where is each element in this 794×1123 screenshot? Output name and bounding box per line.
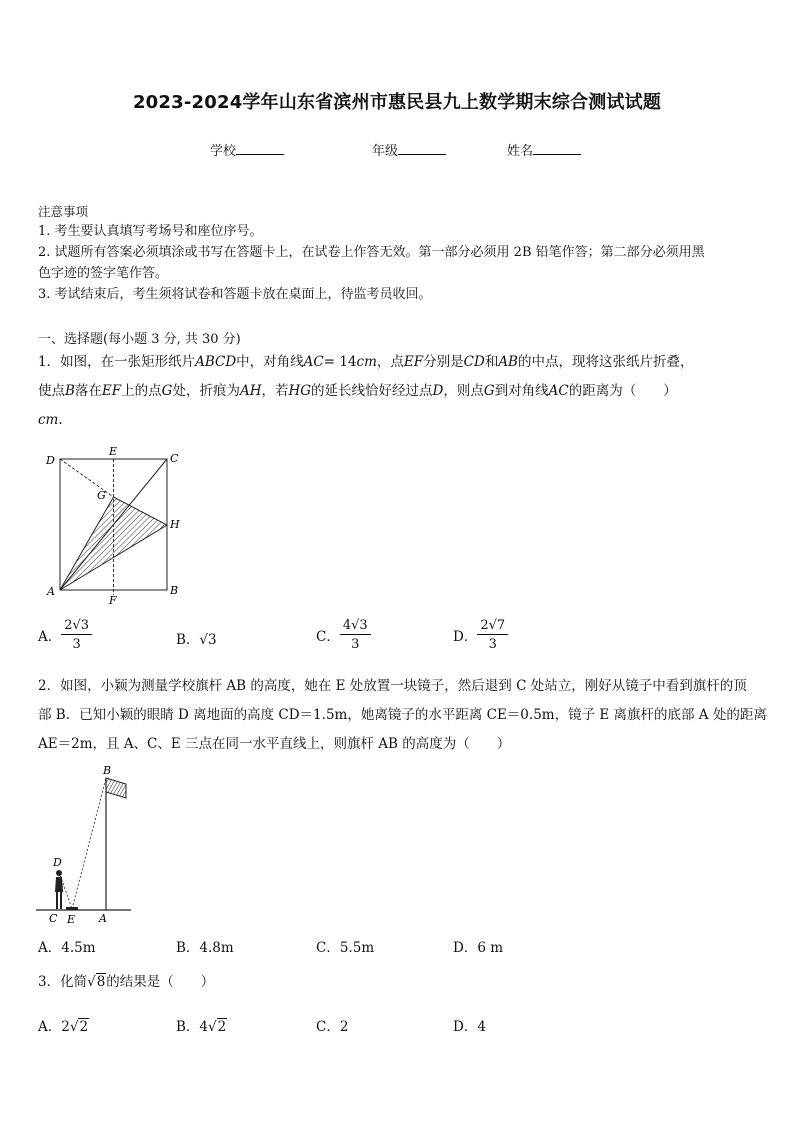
note-item: 1. 考生要认真填写考场号和座位序号。 [38,224,263,239]
q1-option-b[interactable]: B．√3 [176,632,217,648]
fraction: $\frac{2√3}{3}$ [61,618,92,652]
label-e: E [109,445,118,458]
label-a: A [47,585,55,598]
sqrt-expression: √2 [208,1019,227,1035]
sqrt-expression: √2 [69,1019,89,1035]
q1-option-d[interactable]: D． $\frac{2√7}{3}$ [453,618,508,652]
q2-option-d[interactable]: D．6 m [453,940,504,956]
q2-line-1: 2．如图，小颖为测量学校旗杆 AB 的高度，她在 E 处放置一块镜子，然后退到 C 处站立，刚好从镜子中看到旗杆的顶 [38,678,747,694]
label-e: E [67,913,76,925]
question-1 [38,348,768,435]
q3-option-d[interactable]: D．4 [453,1019,486,1035]
label-c: C [49,912,58,925]
mirror [66,907,78,910]
q2-option-c[interactable]: C．5.5m [316,940,375,956]
sqrt-expression: √8 [87,974,106,990]
sight-line-eb [72,778,106,909]
q1-line-2: 使点B落在EF上的点G处，折痕为AH，若HG的延长线恰好经过点D，则点G到对角线AC的距离为（ ） [38,383,677,399]
label-d: D [46,454,55,467]
name-blank[interactable] [533,142,581,155]
q2-option-b[interactable]: B．4.8m [176,940,234,956]
q3-option-c[interactable]: C．2 [316,1019,349,1035]
school-field [210,140,284,159]
notes-heading: 注意事项 [38,204,89,219]
q1-line-1: 1．如图，在一张矩形纸片ABCD中，对角线AC= 14cm，点EF分别是CD和AB的中点，现将这张纸片折叠， [38,354,694,370]
grade-field [372,140,446,159]
notes-list [38,222,758,304]
note-item: 2. 试题所有答案必须填涂或书写在答题卡上，在试卷上作答无效。第一部分必须用 2B 铅笔作答；第二部分必须用黑 [38,245,705,260]
name-field [507,140,581,159]
name-label: 姓名 [507,144,534,159]
fraction: $\frac{2√7}{3}$ [477,618,508,652]
q2-line-3: AE＝2m，且 A、C、E 三点在同一水平直线上，则旗杆 AB 的高度为（ ） [38,736,511,752]
q2-option-a[interactable]: A．4.5m [38,940,96,956]
school-label: 学校 [210,144,237,159]
q1-option-a[interactable]: A． $\frac{2√3}{3}$ [38,618,92,652]
fraction: $\frac{4√3}{3}$ [340,618,371,652]
label-h: H [170,518,180,531]
label-b: B [103,764,112,777]
q2-figure [36,760,146,925]
school-blank[interactable] [236,142,284,155]
note-item: 色字迹的签字笔作答。 [38,266,169,281]
label-a: A [99,912,107,925]
question-3: 3．化简√8的结果是（ ） [38,968,214,997]
grade-blank[interactable] [398,142,446,155]
q2-line-2: 部 B．已知小颖的眼睛 D 离地面的高度 CD＝1.5m，她离镜子的水平距离 CE＝0.5m，镜子 E 离旗杆的底部 A 处的距离 [38,707,767,723]
person-figure [55,870,63,909]
q3-option-b[interactable]: B．4√2 [176,1019,227,1035]
question-2 [38,672,768,759]
label-g: G [97,489,106,502]
note-item: 3. 考试结束后，考生须将试卷和答题卡放在桌面上，待监考员收回。 [38,287,432,302]
label-d: D [53,856,62,869]
q1-option-c[interactable]: C． $\frac{4√3}{3}$ [316,618,371,652]
section-heading: 一、选择题(每小题 3 分, 共 30 分) [38,332,241,347]
label-c: C [170,452,179,465]
label-f: F [109,594,117,605]
flag [106,778,126,798]
grade-label: 年级 [372,144,399,159]
q3-option-a[interactable]: A．2√2 [38,1019,89,1035]
label-b: B [170,584,179,597]
page-title: 2023-2024学年山东省滨州市惠民县九上数学期末综合测试试题 [132,92,662,113]
q1-figure [40,445,190,605]
q1-line-3: cm. [38,412,63,428]
